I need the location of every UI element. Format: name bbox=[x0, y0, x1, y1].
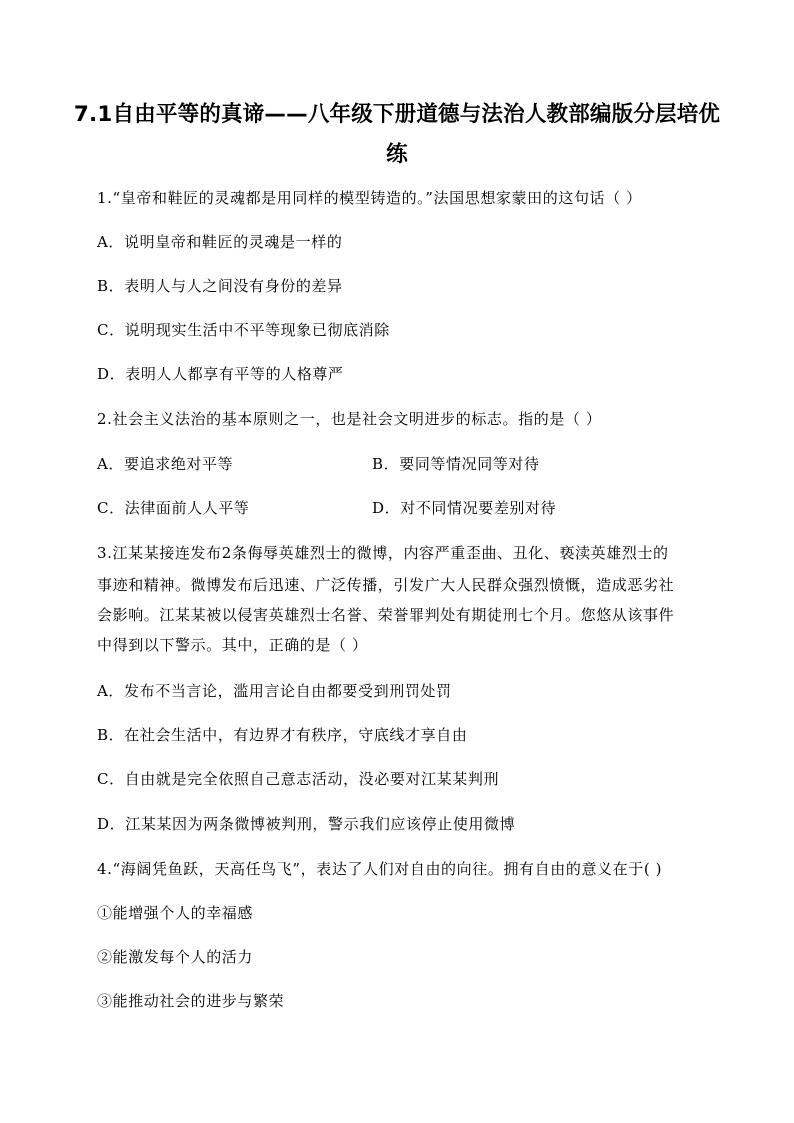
question-2-option-b: B．要同等情况同等对待 bbox=[372, 455, 540, 473]
question-2-stem: 2.社会主义法治的基本原则之一，也是社会文明进步的标志。指的是（ ） bbox=[97, 410, 602, 428]
question-3-option-b: B．在社会生活中，有边界才有秩序，守底线才享自由 bbox=[97, 726, 468, 744]
question-4-item-3: ③能推动社会的进步与繁荣 bbox=[97, 992, 285, 1010]
question-4-item-2: ②能激发每个人的活力 bbox=[97, 948, 254, 966]
question-1-option-d: D．表明人人都享有平等的人格尊严 bbox=[97, 365, 344, 383]
question-2-option-d: D．对不同情况要差别对待 bbox=[372, 499, 557, 517]
question-1-stem: 1.“皇帝和鞋匠的灵魂都是用同样的模型铸造的。”法国思想家蒙田的这句话（ ） bbox=[97, 189, 642, 207]
question-3-stem-line-4: 中得到以下警示。其中，正确的是（ ） bbox=[97, 636, 368, 654]
question-3-option-d: D．江某某因为两条微博被判刑，警示我们应该停止使用微博 bbox=[97, 815, 516, 833]
question-3-option-c: C．自由就是完全依照自己意志活动，没必要对江某某判刑 bbox=[97, 770, 500, 788]
question-2-option-c: C．法律面前人人平等 bbox=[97, 499, 250, 517]
document-title-line-1: 7.1自由平等的真谛——八年级下册道德与法治人教部编版分层培优 bbox=[73, 102, 721, 127]
question-1-option-c: C．说明现实生活中不平等现象已彻底消除 bbox=[97, 321, 390, 339]
document-title-line-2: 练 bbox=[386, 142, 408, 167]
question-1-option-a: A．说明皇帝和鞋匠的灵魂是一样的 bbox=[97, 233, 343, 251]
question-3-stem-line-1: 3.江某某接连发布2条侮辱英雄烈士的微博，内容严重歪曲、丑化、亵渎英雄烈士的 bbox=[97, 544, 669, 562]
question-2-option-a: A．要追求绝对平等 bbox=[97, 455, 234, 473]
question-1-option-b: B．表明人与人之间没有身份的差异 bbox=[97, 277, 343, 295]
question-3-stem-line-2: 事迹和精神。微博发布后迅速、广泛传播，引发广大人民群众强烈愤慨，造成恶劣社 bbox=[97, 576, 675, 594]
question-4-stem: 4.“海阔凭鱼跃，天高任鸟飞”，表达了人们对自由的向往。拥有自由的意义在于( ) bbox=[97, 860, 663, 878]
question-3-option-a: A．发布不当言论，滥用言论自由都要受到刑罚处罚 bbox=[97, 682, 452, 700]
question-4-item-1: ①能增强个人的幸福感 bbox=[97, 904, 254, 922]
question-3-stem-line-3: 会影响。江某某被以侵害英雄烈士名誉、荣誉罪判处有期徒刑七个月。您悠从该事件 bbox=[97, 606, 675, 624]
